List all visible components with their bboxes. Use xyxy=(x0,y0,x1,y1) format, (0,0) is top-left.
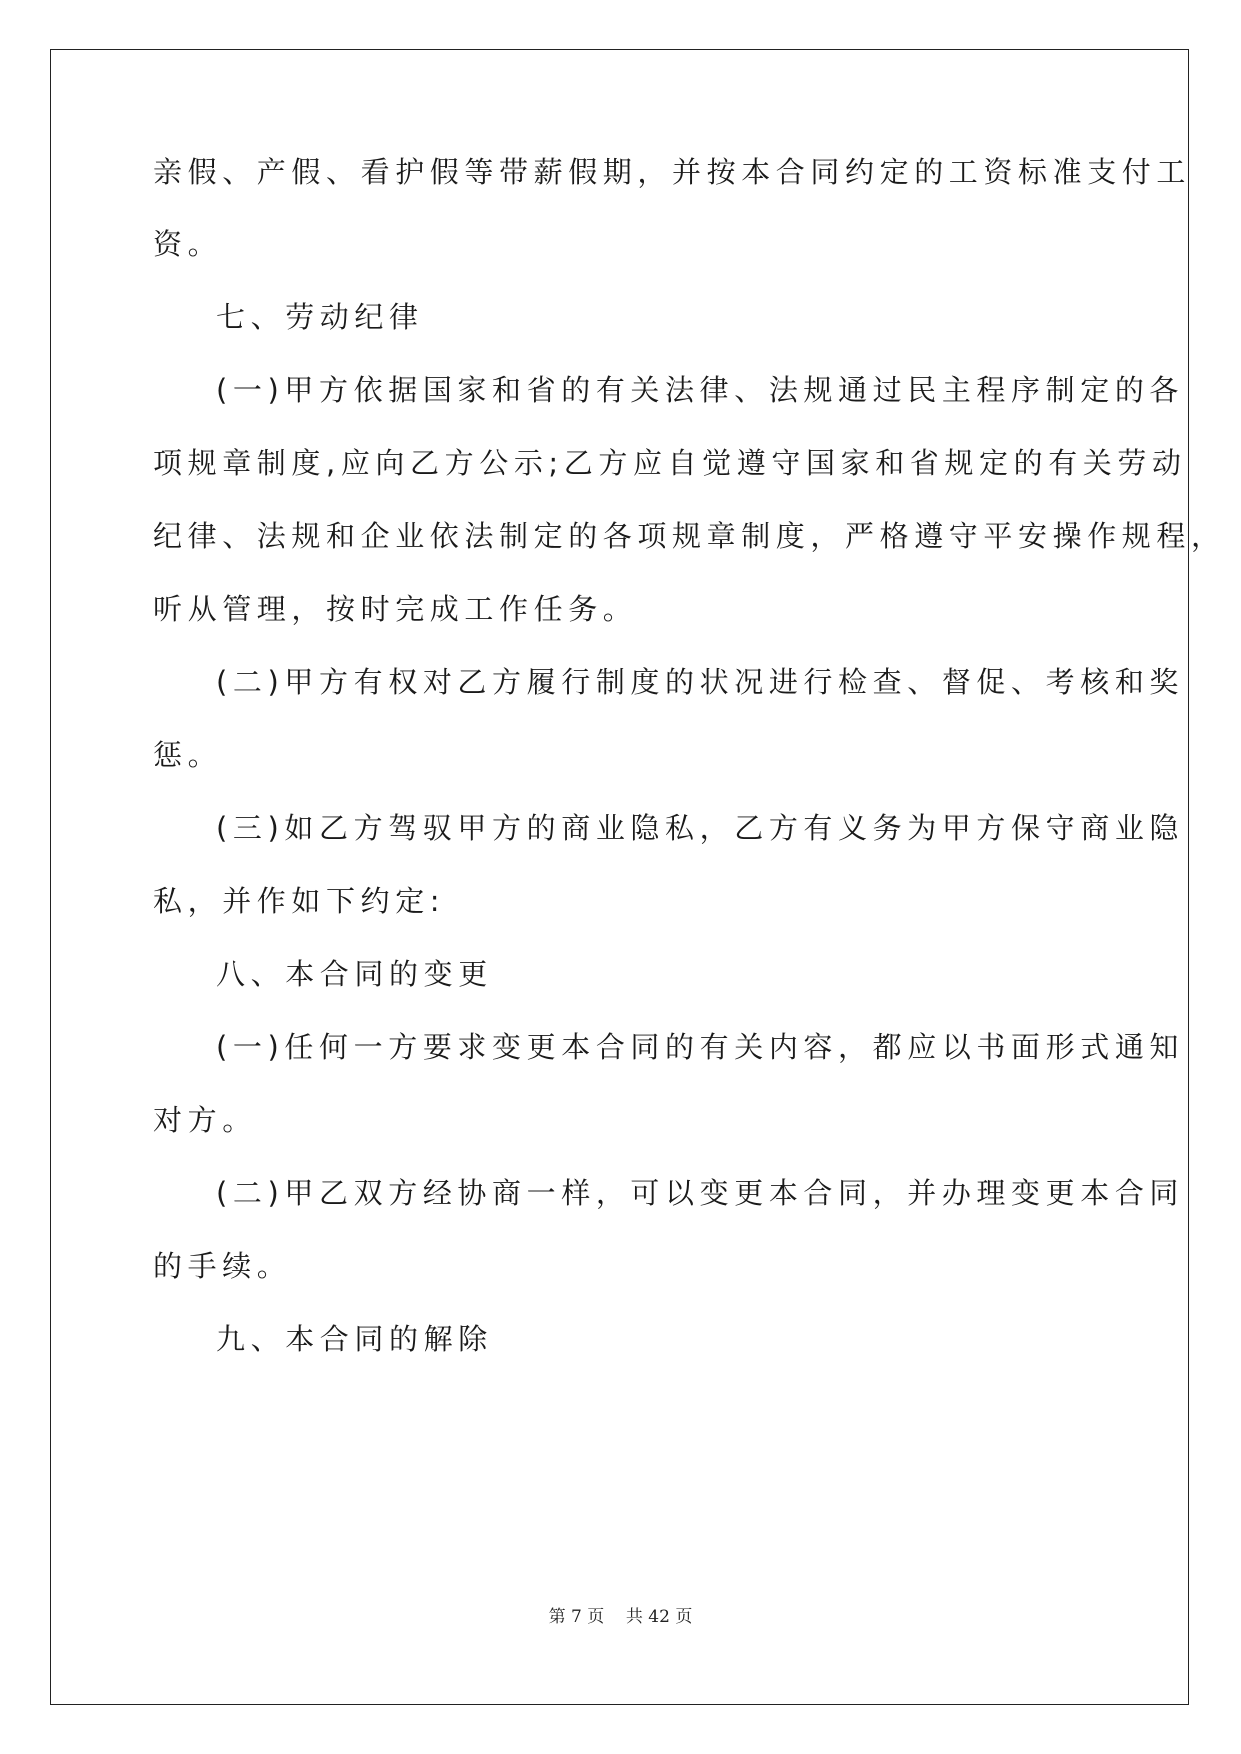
text-line: (三)如乙方驾驭甲方的商业隐私，乙方有义务为甲方保守商业隐 xyxy=(216,811,1185,845)
text-line: 听从管理，按时完成工作任务。 xyxy=(153,592,638,626)
text-line: 资。 xyxy=(153,227,223,261)
text-line: 惩。 xyxy=(153,738,223,772)
text-line: (一)任何一方要求变更本合同的有关内容，都应以书面形式通知 xyxy=(216,1030,1185,1064)
text-line: 项规章制度,应向乙方公示;乙方应自觉遵守国家和省规定的有关劳动 xyxy=(153,446,1187,480)
section-heading: 七、劳动纪律 xyxy=(216,300,424,334)
text-line: 亲假、产假、看护假等带薪假期，并按本合同约定的工资标准支付工 xyxy=(153,155,1192,189)
section-heading: 八、本合同的变更 xyxy=(216,957,493,991)
text-line: 纪律、法规和企业依法制定的各项规章制度，严格遵守平安操作规程， xyxy=(153,519,1226,553)
text-line: (二)甲乙双方经协商一样，可以变更本合同，并办理变更本合同 xyxy=(216,1176,1185,1210)
text-line: (一)甲方依据国家和省的有关法律、法规通过民主程序制定的各 xyxy=(216,373,1185,407)
text-line: 私，并作如下约定: xyxy=(153,884,446,918)
section-heading: 九、本合同的解除 xyxy=(216,1322,493,1356)
text-line: 的手续。 xyxy=(153,1249,292,1283)
text-line: 对方。 xyxy=(153,1103,257,1137)
page-number-footer: 第 7 页 共 42 页 xyxy=(548,1607,693,1627)
text-line: (二)甲方有权对乙方履行制度的状况进行检查、督促、考核和奖 xyxy=(216,665,1185,699)
